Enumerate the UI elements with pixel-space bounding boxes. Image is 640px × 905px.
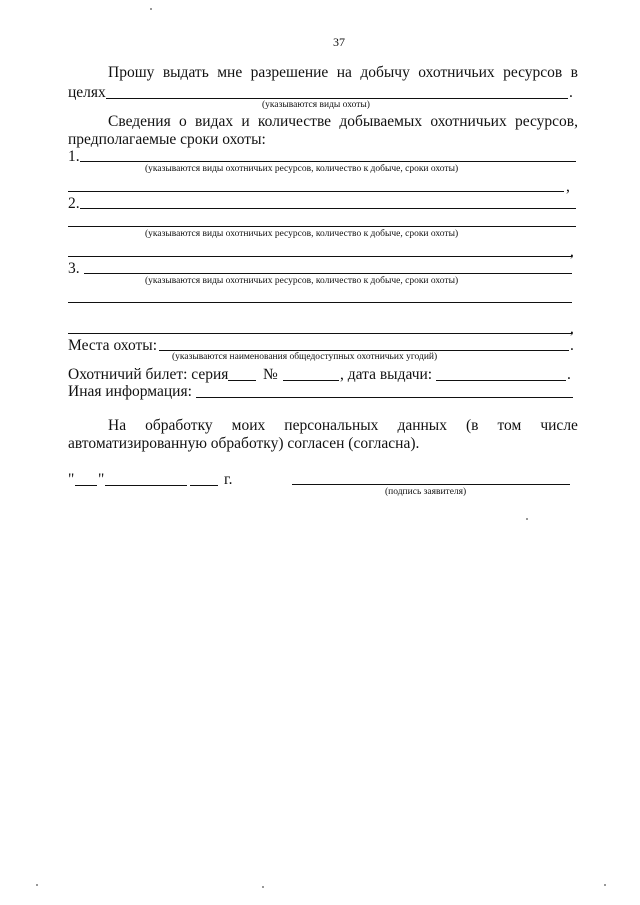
item-1-end: , [566,178,570,195]
item-2-field-3[interactable] [68,256,572,257]
ticket-date-field[interactable] [436,380,566,381]
request-line-1 [108,64,578,82]
other-info-label: Иная информация: [68,383,192,400]
consent-word: персональных [284,417,379,434]
places-end: . [570,337,574,354]
consent-line-1 [108,417,578,435]
request-word: выдать [162,64,209,81]
page-number: 37 [333,35,345,49]
item-2-number: 2. [68,195,80,212]
info-word: и [241,113,250,130]
request-word: добычу [360,64,410,81]
request-word: разрешение [250,64,329,81]
info-line-2: предполагаемые сроки охоты: [68,131,266,148]
ticket-end: . [567,366,571,383]
signature-field[interactable] [292,484,570,485]
info-word: видах [194,113,234,130]
info-word: охотничьих [430,113,507,130]
request-word: на [336,64,352,81]
request-purpose-end: . [569,84,573,101]
request-word: мне [217,64,243,81]
item-3-end: , [570,320,574,337]
ticket-number-label: № [263,366,278,383]
info-word: о [178,113,187,130]
item-1-field-2[interactable] [68,191,564,192]
consent-word: числе [540,417,578,434]
date-year-suffix: г. [224,471,233,488]
date-open-quote: " [68,471,75,488]
consent-word: На [108,417,127,434]
request-purpose-hint: (указываются виды охоты) [262,100,370,110]
item-3-field-2[interactable] [68,302,572,303]
request-purpose-field[interactable] [106,98,568,99]
request-purpose-label: целях [68,84,106,101]
item-1-hint: (указываются виды охотничьих ресурсов, количество к добыче, сроки охоты) [145,164,459,174]
date-day-field[interactable] [75,485,97,486]
scan-speck [526,518,528,520]
item-3-hint: (указываются виды охотничьих ресурсов, количество к добыче, сроки охоты) [145,276,459,286]
scan-speck [36,884,38,886]
places-hint: (указываются наименования общедоступных охотничьих угодий) [172,352,438,362]
request-word: в [570,64,578,81]
places-field[interactable] [159,350,569,351]
item-2-hint: (указываются виды охотничьих ресурсов, количество к добыче, сроки охоты) [145,229,459,239]
info-word: ресурсов, [514,113,578,130]
item-1-field[interactable] [80,161,576,162]
info-word: количестве [257,113,332,130]
scan-speck [150,8,152,10]
scan-speck [262,886,264,888]
consent-word: моих [231,417,266,434]
item-2-field-2[interactable] [68,226,576,227]
info-word: добываемых [339,113,423,130]
item-2-field[interactable] [80,208,576,209]
item-3-number: 3. [68,260,80,277]
ticket-series-field[interactable] [228,380,256,381]
ticket-series-label: Охотничий билет: серия [68,366,229,383]
request-word: Прошу [108,64,155,81]
scan-speck [604,884,606,886]
consent-word: (в [465,417,479,434]
ticket-date-label: , дата выдачи: [340,366,433,383]
places-label: Места охоты: [68,337,158,354]
item-3-field-3[interactable] [68,333,572,334]
consent-word: обработку [145,417,213,434]
signature-hint: (подпись заявителя) [385,487,467,497]
date-close-quote: " [98,471,105,488]
item-2-end: , [570,243,574,260]
item-3-field[interactable] [84,273,572,274]
ticket-number-field[interactable] [283,380,339,381]
info-line-1 [108,113,578,131]
info-word: Сведения [108,113,171,130]
consent-word: данных [397,417,447,434]
item-1-number: 1. [68,148,80,165]
request-word: ресурсов [503,64,563,81]
other-info-field[interactable] [196,397,573,398]
request-word: охотничьих [418,64,495,81]
consent-line-2: автоматизированную обработку) согласен (согласна). [68,435,420,452]
date-year-field[interactable] [190,485,218,486]
date-month-field[interactable] [105,485,187,486]
consent-word: том [497,417,522,434]
